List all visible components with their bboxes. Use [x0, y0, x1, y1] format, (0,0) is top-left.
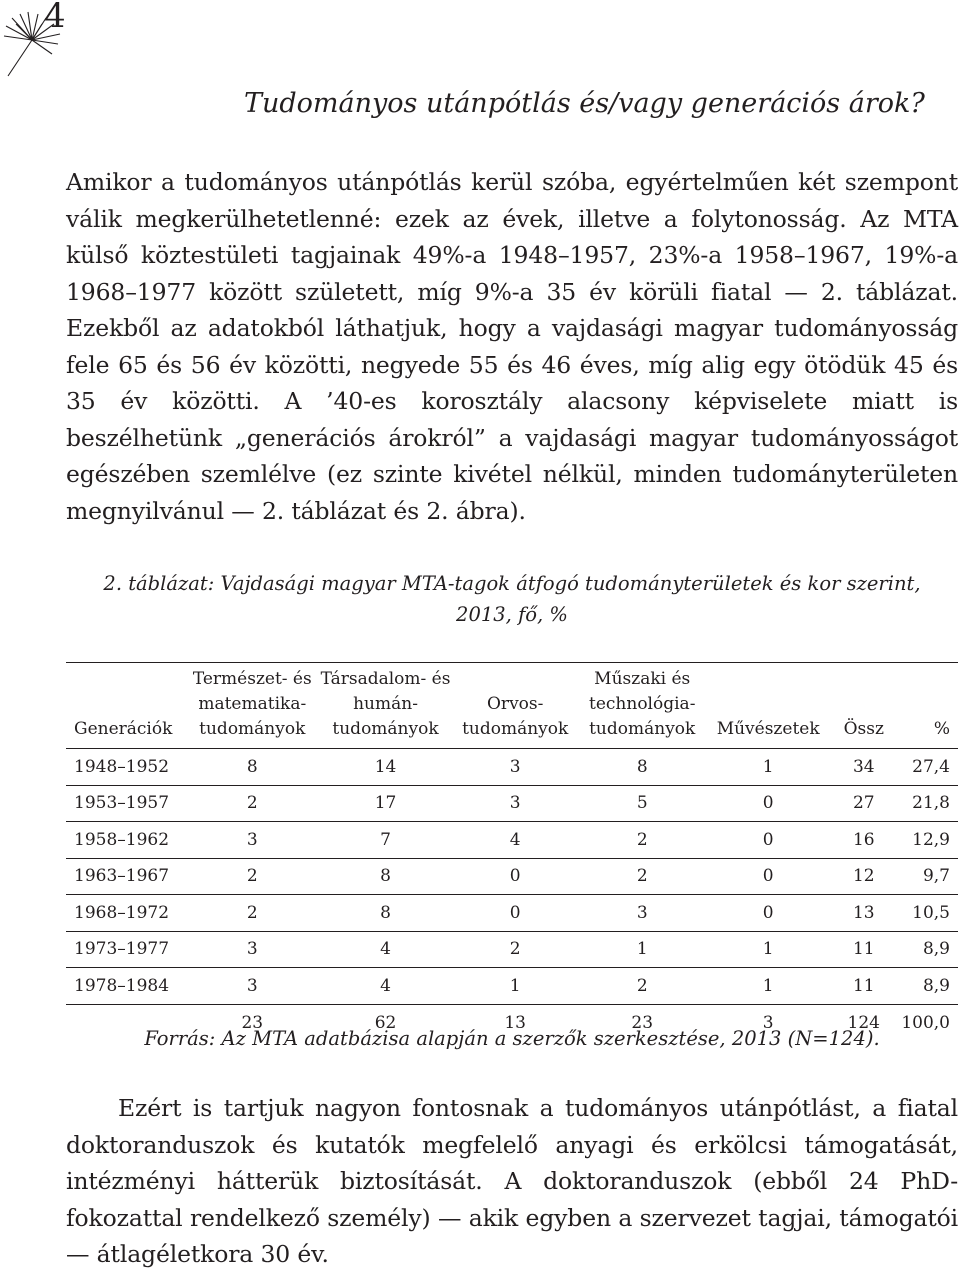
table-cell: 1 [762, 939, 774, 960]
table-cell: 2 [509, 939, 521, 960]
table-cell: 8,9 [922, 939, 950, 960]
table-caption-line-1: 2. táblázat: Vajdasági magyar MTA-tagok átfogó tudományterületek és kor szerint, [103, 572, 921, 595]
table-cell: 1978–1984 [74, 975, 170, 996]
header-generations: Generációk [74, 719, 173, 739]
table-cell: 34 [852, 756, 875, 777]
body-paragraph-2: Ezért is tartjuk nagyon fontosnak a tudományos utánpótlást, a fiatal doktoranduszok és kutatók megfelelő anyagi és erkölcsi támogatását, intézményi hátterük biztosítását. A doktoranduszok (ebből 24 PhD-fokozattal rendelkező személy) — akik egyben a szervezet tagjai, támogatói — átlagéletkora 30 év. [66, 1094, 958, 1268]
table-cell: 1948–1952 [74, 756, 170, 777]
table-cell: 3 [246, 975, 258, 996]
header-arts: Művészetek [716, 719, 820, 739]
table-cell: 5 [636, 793, 648, 814]
table-cell: 17 [374, 793, 397, 814]
table-cell: 0 [762, 793, 774, 814]
table-cell: 1968–1972 [74, 902, 170, 923]
table-cell: 1 [509, 975, 521, 996]
table-row [66, 785, 958, 822]
table-cell: 3 [509, 793, 521, 814]
table-cell: 62 [374, 1012, 397, 1033]
header-percent: % [933, 719, 950, 739]
section-title: Tudományos utánpótlás és/vagy generációs árok? [244, 88, 925, 119]
table-cell: 2 [636, 829, 648, 850]
table-cell: 12 [852, 866, 875, 887]
table-row [66, 822, 958, 859]
table-cell: 2 [636, 866, 648, 887]
table-cell: 27 [852, 793, 875, 814]
table-cell: 4 [380, 939, 391, 960]
table-cell: 0 [509, 902, 521, 923]
table-caption-line-2: 2013, fő, % [456, 603, 568, 626]
table-cell: 10,5 [912, 902, 950, 923]
table-cell: 21,8 [912, 793, 950, 814]
table-cell: 12,9 [912, 829, 950, 850]
header-medical-sciences: Orvos- tudományok [462, 694, 569, 739]
table-cell: 14 [374, 756, 397, 777]
table-cell: 13 [504, 1012, 526, 1033]
table-cell: 0 [509, 866, 521, 887]
table-cell: 3 [509, 756, 521, 777]
table-cell: 100,0 [901, 1012, 950, 1033]
table-cell: 23 [631, 1012, 654, 1033]
table-cell: 0 [762, 829, 774, 850]
table-cell: 4 [509, 829, 521, 850]
table-cell: 0 [762, 902, 774, 923]
table-cell: 27,4 [912, 756, 950, 777]
table-cell: 8 [380, 902, 391, 923]
table-cell: 1973–1977 [74, 939, 170, 960]
header-total: Össz [843, 719, 884, 739]
table-cell: 0 [762, 866, 774, 887]
table-cell: 4 [380, 975, 391, 996]
table-cell: 3 [246, 829, 258, 850]
table-row [66, 858, 958, 895]
table-cell: 8 [636, 756, 648, 777]
table-cell: 2 [636, 975, 648, 996]
table-cell: 2 [246, 793, 258, 814]
table-row [66, 895, 958, 932]
table-caption [66, 568, 958, 630]
table-cell: 3 [762, 1012, 774, 1033]
table-cell: 1 [762, 756, 774, 777]
table-cell: 7 [380, 829, 391, 850]
page-number: 4 [44, 0, 66, 36]
header-social-sciences: Társadalom- és humán- tudományok [320, 669, 451, 739]
table-row [66, 931, 958, 968]
table-cell: 2 [246, 902, 258, 923]
table-cell: 8 [246, 756, 258, 777]
data-table [66, 662, 958, 1041]
table-cell: 13 [852, 902, 875, 923]
header-engineering: Műszaki és technológia- tudományok [589, 669, 696, 739]
table-cell: 1958–1962 [74, 829, 170, 850]
table-cell: 8,9 [922, 975, 950, 996]
table-cell: 3 [246, 939, 258, 960]
table-cell: 1963–1967 [74, 866, 170, 887]
table-cell: 2 [246, 866, 258, 887]
table-cell: 9,7 [922, 866, 950, 887]
table-cell: 1 [636, 939, 648, 960]
table-source-note: Forrás: Az MTA adatbázisa alapján a szerzők szerkesztése, 2013 (N=124). [144, 1027, 880, 1050]
dandelion-seed-logo [2, 10, 66, 82]
table-cell: 11 [852, 975, 875, 996]
table-cell: 3 [636, 902, 648, 923]
table-row [66, 749, 958, 786]
table-cell: 1953–1957 [74, 793, 170, 814]
table-cell: 8 [380, 866, 391, 887]
header-natural-sciences: Természet- és matematika- tudományok [192, 669, 312, 739]
table-cell: 23 [241, 1012, 264, 1033]
table-cell: 11 [852, 939, 875, 960]
table-cell: 1 [762, 975, 774, 996]
table-row [66, 968, 958, 1005]
table-cell: 16 [852, 829, 875, 850]
table-cell: 124 [847, 1012, 880, 1033]
table-header-row [66, 663, 958, 749]
body-paragraph-1: Amikor a tudományos utánpótlás kerül szóba, egyértelműen két szempont válik megkerülhetetlenné: ezek az évek, illetve a folytonosság. Az MTA külső köztestületi tagjainak 49%-a 1948–1957, 23%-a 1958–1967, 19%-a 1968–1977 között született, míg 9%-a 35 év körüli fiatal — 2. táblázat. Ezekből az adatokból láthatjuk, hogy a vajdasági magyar tudományosság fele 65 és 56 év közötti, negyede 55 és 46 éves, míg alig egy ötödük 45 és 35 év közötti. A ’40-es korosztály alacsony képviselete miatt is beszélhetünk „generációs árokról” a vajdasági magyar tudományosságot egészében szemlélve (ez szinte kivétel nélkül, minden tudományterületen megnyilvánul — 2. táblázat és 2. ábra). [66, 168, 958, 525]
